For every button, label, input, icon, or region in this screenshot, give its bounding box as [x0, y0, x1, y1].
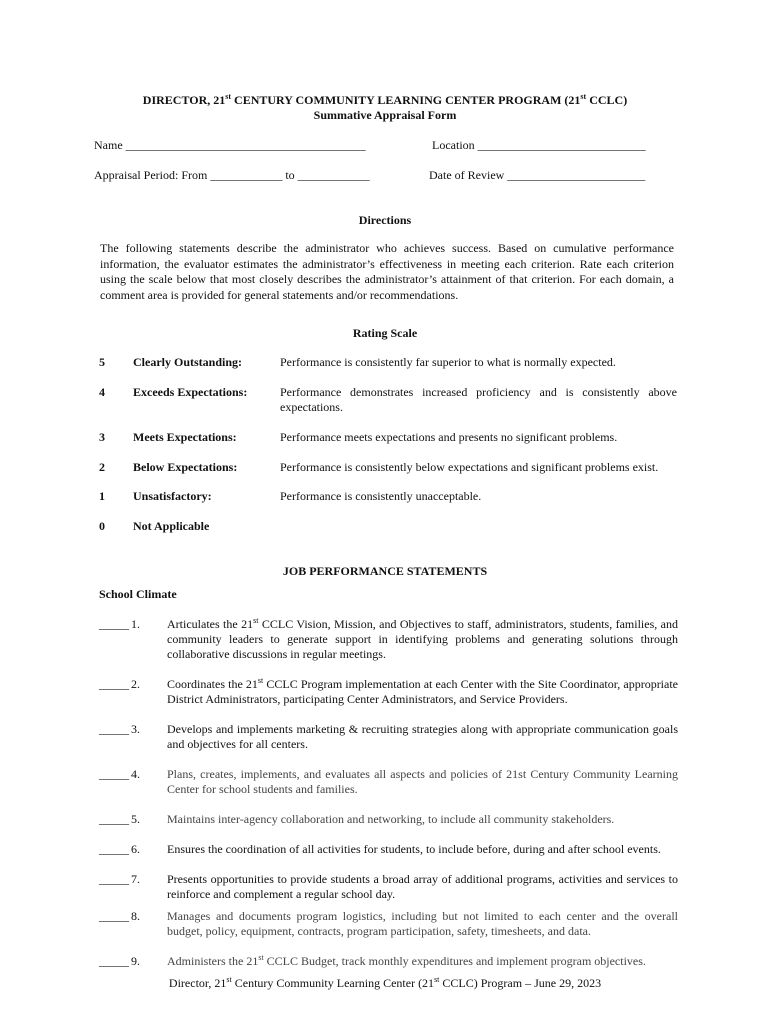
date-of-review-field[interactable]: Date of Review _______________________ [429, 168, 646, 182]
rating-blank[interactable]: _____ [99, 812, 129, 826]
domain-heading: School Climate [99, 587, 177, 601]
directions-heading: Directions [358, 213, 412, 227]
statement-text: Plans, creates, implements, and evaluates all aspects and policies of 21st Century Community Learning Center for school students and families. [167, 767, 678, 796]
statement-number: 5. [131, 812, 140, 826]
rating-row [0, 430, 770, 462]
statement-number: 1. [131, 617, 140, 631]
name-field[interactable]: Name ________________________________________ [94, 138, 366, 152]
statement-text: Manages and documents program logistics, including but not limited to each center and the overall budget, policy, equipment, contracts, program participation, safety, timesheets, and data. [167, 909, 678, 938]
rating-description: Performance is consistently below expectations and significant problems exist. [280, 460, 659, 474]
footer-text-a: Director, 21 [168, 976, 227, 990]
statement-text [167, 617, 678, 662]
rating-label: Not Applicable [133, 519, 210, 533]
rating-blank[interactable]: _____ [99, 909, 129, 923]
statement-text [167, 677, 678, 707]
statement-text: Ensures the coordination of all activities for students, to include before, during and after school events. [167, 842, 661, 856]
statement-text-a: Administers the 21 [167, 954, 259, 968]
rating-blank[interactable]: _____ [99, 954, 129, 968]
appraisal-period-field[interactable]: Appraisal Period: From ____________ to ____________ [94, 168, 370, 182]
form-title [0, 93, 770, 123]
footer-sup-1: st [226, 975, 232, 984]
statement-text-b: CCLC Vision, Mission, and Objectives to staff, administrators, students, families, and community leaders to generate support in identifying problems and generating solutions through collaborative discussions in regular meetings. [167, 617, 678, 661]
rating-number: 3 [99, 430, 105, 444]
form-title-line1 [0, 93, 770, 108]
rating-description: Performance demonstrates increased proficiency and is consistently above expectations. [280, 385, 677, 414]
statement-text: Develops and implements marketing & recruiting strategies along with appropriate communication goals and objectives for all centers. [167, 722, 678, 751]
footer-text-b: Century Community Learning Center (21 [231, 976, 435, 990]
rating-blank[interactable]: _____ [99, 617, 129, 631]
rating-number: 5 [99, 355, 105, 369]
statement-sup: st [257, 676, 264, 685]
rating-label: Clearly Outstanding: [133, 355, 243, 369]
statement-number: 6. [131, 842, 140, 856]
statement-text [167, 954, 678, 969]
location-field[interactable]: Location ____________________________ [432, 138, 646, 152]
statement-text-a: Articulates the 21 [167, 617, 254, 631]
rating-row [0, 355, 770, 387]
page-footer [0, 976, 770, 991]
rating-number: 4 [99, 385, 105, 399]
statement-text-b: CCLC Budget, track monthly expenditures and implement program objectives. [263, 954, 646, 968]
statement-number: 9. [131, 954, 140, 968]
rating-row [0, 460, 770, 492]
statement-text-b: CCLC Program implementation at each Center with the Site Coordinator, appropriate District Administrators, participating Center Administrators, and Service Providers. [167, 677, 679, 706]
statement-number: 2. [131, 677, 140, 691]
rating-blank[interactable]: _____ [99, 767, 129, 781]
job-performance-heading: JOB PERFORMANCE STATEMENTS [282, 564, 488, 578]
rating-blank[interactable]: _____ [99, 872, 129, 886]
rating-label: Exceeds Expectations: [133, 385, 248, 399]
rating-row [0, 489, 770, 521]
rating-row [0, 519, 770, 551]
rating-label: Meets Expectations: [133, 430, 237, 444]
statement-number: 8. [131, 909, 140, 923]
rating-number: 2 [99, 460, 105, 474]
rating-blank[interactable]: _____ [99, 677, 129, 691]
footer-sup-2: st [434, 975, 440, 984]
rating-number: 0 [99, 519, 105, 533]
rating-label: Below Expectations: [133, 460, 238, 474]
rating-description: Performance meets expectations and presents no significant problems. [280, 430, 618, 444]
statement-number: 4. [131, 767, 140, 781]
rating-description: Performance is consistently unacceptable. [280, 489, 482, 503]
title-text-a: DIRECTOR, 21 [142, 93, 226, 107]
form-subtitle: Summative Appraisal Form [313, 108, 457, 122]
directions-text: The following statements describe the administrator who achieves success. Based on cumulative performance information, the evaluator estimates the administrator’s effectiveness in meeting each criterion. Rate each criterion using the scale below that most closely describes the administrator’s attainment of that criterion. For each domain, a comment area is provided for general statements and/or recommendations. [100, 241, 674, 302]
statement-text: Maintains inter-agency collaboration and networking, to include all community stakeholders. [167, 812, 615, 826]
statement-sup: st [253, 616, 259, 625]
title-sup-1: st [225, 92, 232, 101]
title-text-c: CCLC) [586, 93, 628, 107]
statement-number: 7. [131, 872, 140, 886]
rating-number: 1 [99, 489, 105, 503]
rating-label: Unsatisfactory: [133, 489, 212, 503]
statement-text-a: Coordinates the 21 [167, 677, 258, 691]
rating-blank[interactable]: _____ [99, 722, 129, 736]
rating-blank[interactable]: _____ [99, 842, 129, 856]
rating-scale-heading: Rating Scale [352, 326, 418, 340]
footer-text-c: CCLC) Program – June 29, 2023 [439, 976, 602, 990]
title-text-b: CENTURY COMMUNITY LEARNING CENTER PROGRAM (21 [231, 93, 581, 107]
rating-description: Performance is consistently far superior to what is normally expected. [280, 355, 616, 369]
rating-row [0, 385, 770, 417]
footer-text [169, 976, 601, 990]
title-sup-2: st [580, 92, 587, 101]
statement-number: 3. [131, 722, 140, 736]
statement-text: Presents opportunities to provide students a broad array of additional programs, activities and services to reinforce and complement a regular school day. [167, 872, 678, 901]
statement-sup: st [258, 953, 264, 962]
